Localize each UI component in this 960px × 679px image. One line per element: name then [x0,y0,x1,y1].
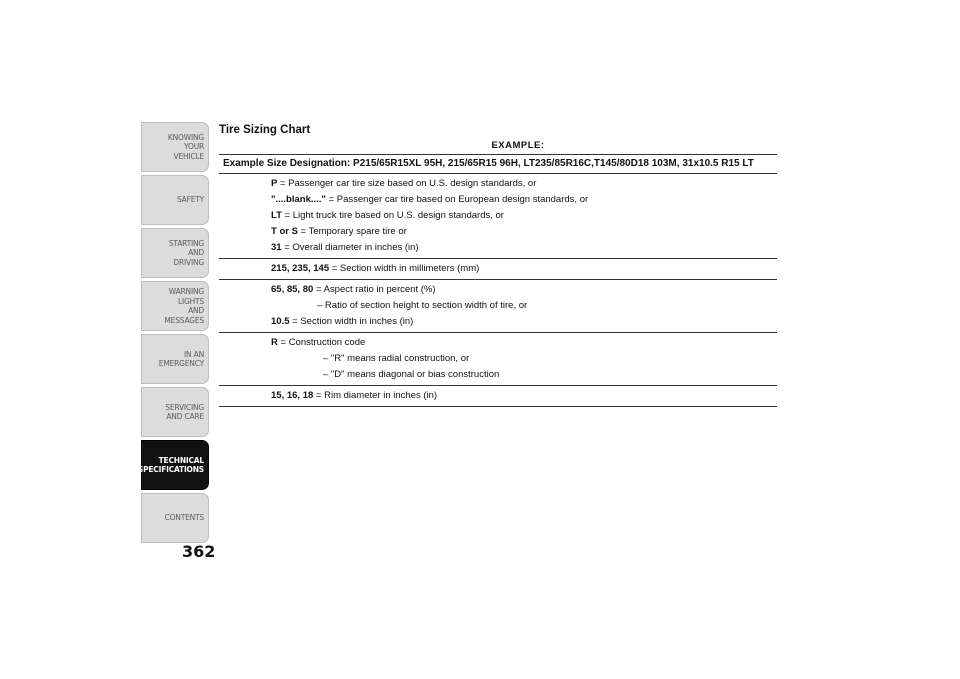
rim-diameter-group [219,386,777,407]
tab-label: CONTENTS [164,513,204,523]
list-item: 10.5 = Section width in inches (in) [271,316,414,327]
list-item: – Ratio of section height to section width of tire, or [317,300,528,311]
tab-label: SERVICING AND CARE [165,402,204,421]
size-designation: Example Size Designation: P215/65R15XL 95H, 215/65R15 96H, LT235/85R16C,T145/80D18 103M, 31x10.5 R15 LT [219,155,777,174]
example-label: EXAMPLE: [491,140,545,151]
type-group [219,174,777,259]
section-width-group [219,259,777,280]
list-item: 65, 85, 80 = Aspect ratio in percent (%) [271,284,436,295]
list-item: 31 = Overall diameter in inches (in) [271,242,419,253]
list-item: 15, 16, 18 = Rim diameter in inches (in) [271,390,438,401]
tab-servicing-and-care[interactable] [141,387,209,437]
section-tabs [137,122,209,546]
tab-safety[interactable] [141,175,209,225]
tab-starting-and-driving[interactable] [141,228,209,278]
tab-contents[interactable] [141,493,209,543]
tab-label: IN AN EMERGENCY [158,349,204,368]
tab-warning-lights-and-messages[interactable] [141,281,209,331]
list-item: 215, 235, 145 = Section width in millimeters (mm) [271,263,480,274]
tab-label: TECHNICAL SPECIFICATIONS [137,455,204,474]
tab-technical-specifications[interactable] [137,440,209,490]
list-item: – "D" means diagonal or bias construction [323,369,500,380]
list-item: "....blank...." = Passenger car tire based on European design standards, or [271,194,589,205]
tab-in-an-emergency[interactable] [141,334,209,384]
tab-label: KNOWING YOUR VEHICLE [167,132,204,161]
list-item: T or S = Temporary spare tire or [271,226,407,237]
chart-title: Tire Sizing Chart [219,124,311,136]
tab-label: SAFETY [176,195,204,205]
tab-knowing-your-vehicle[interactable] [141,122,209,172]
list-item: – "R" means radial construction, or [323,353,470,364]
tire-sizing-chart [219,124,777,407]
list-item: P = Passenger car tire size based on U.S. design standards, or [271,178,537,189]
list-item: R = Construction code [271,337,366,348]
page-number: 362 [182,542,216,561]
aspect-ratio-group [219,280,777,333]
list-item: LT = Light truck tire based on U.S. design standards, or [271,210,504,221]
tab-label: STARTING AND DRIVING [168,238,204,267]
construction-group [219,333,777,386]
tab-label: WARNING LIGHTS AND MESSAGES [164,287,204,325]
